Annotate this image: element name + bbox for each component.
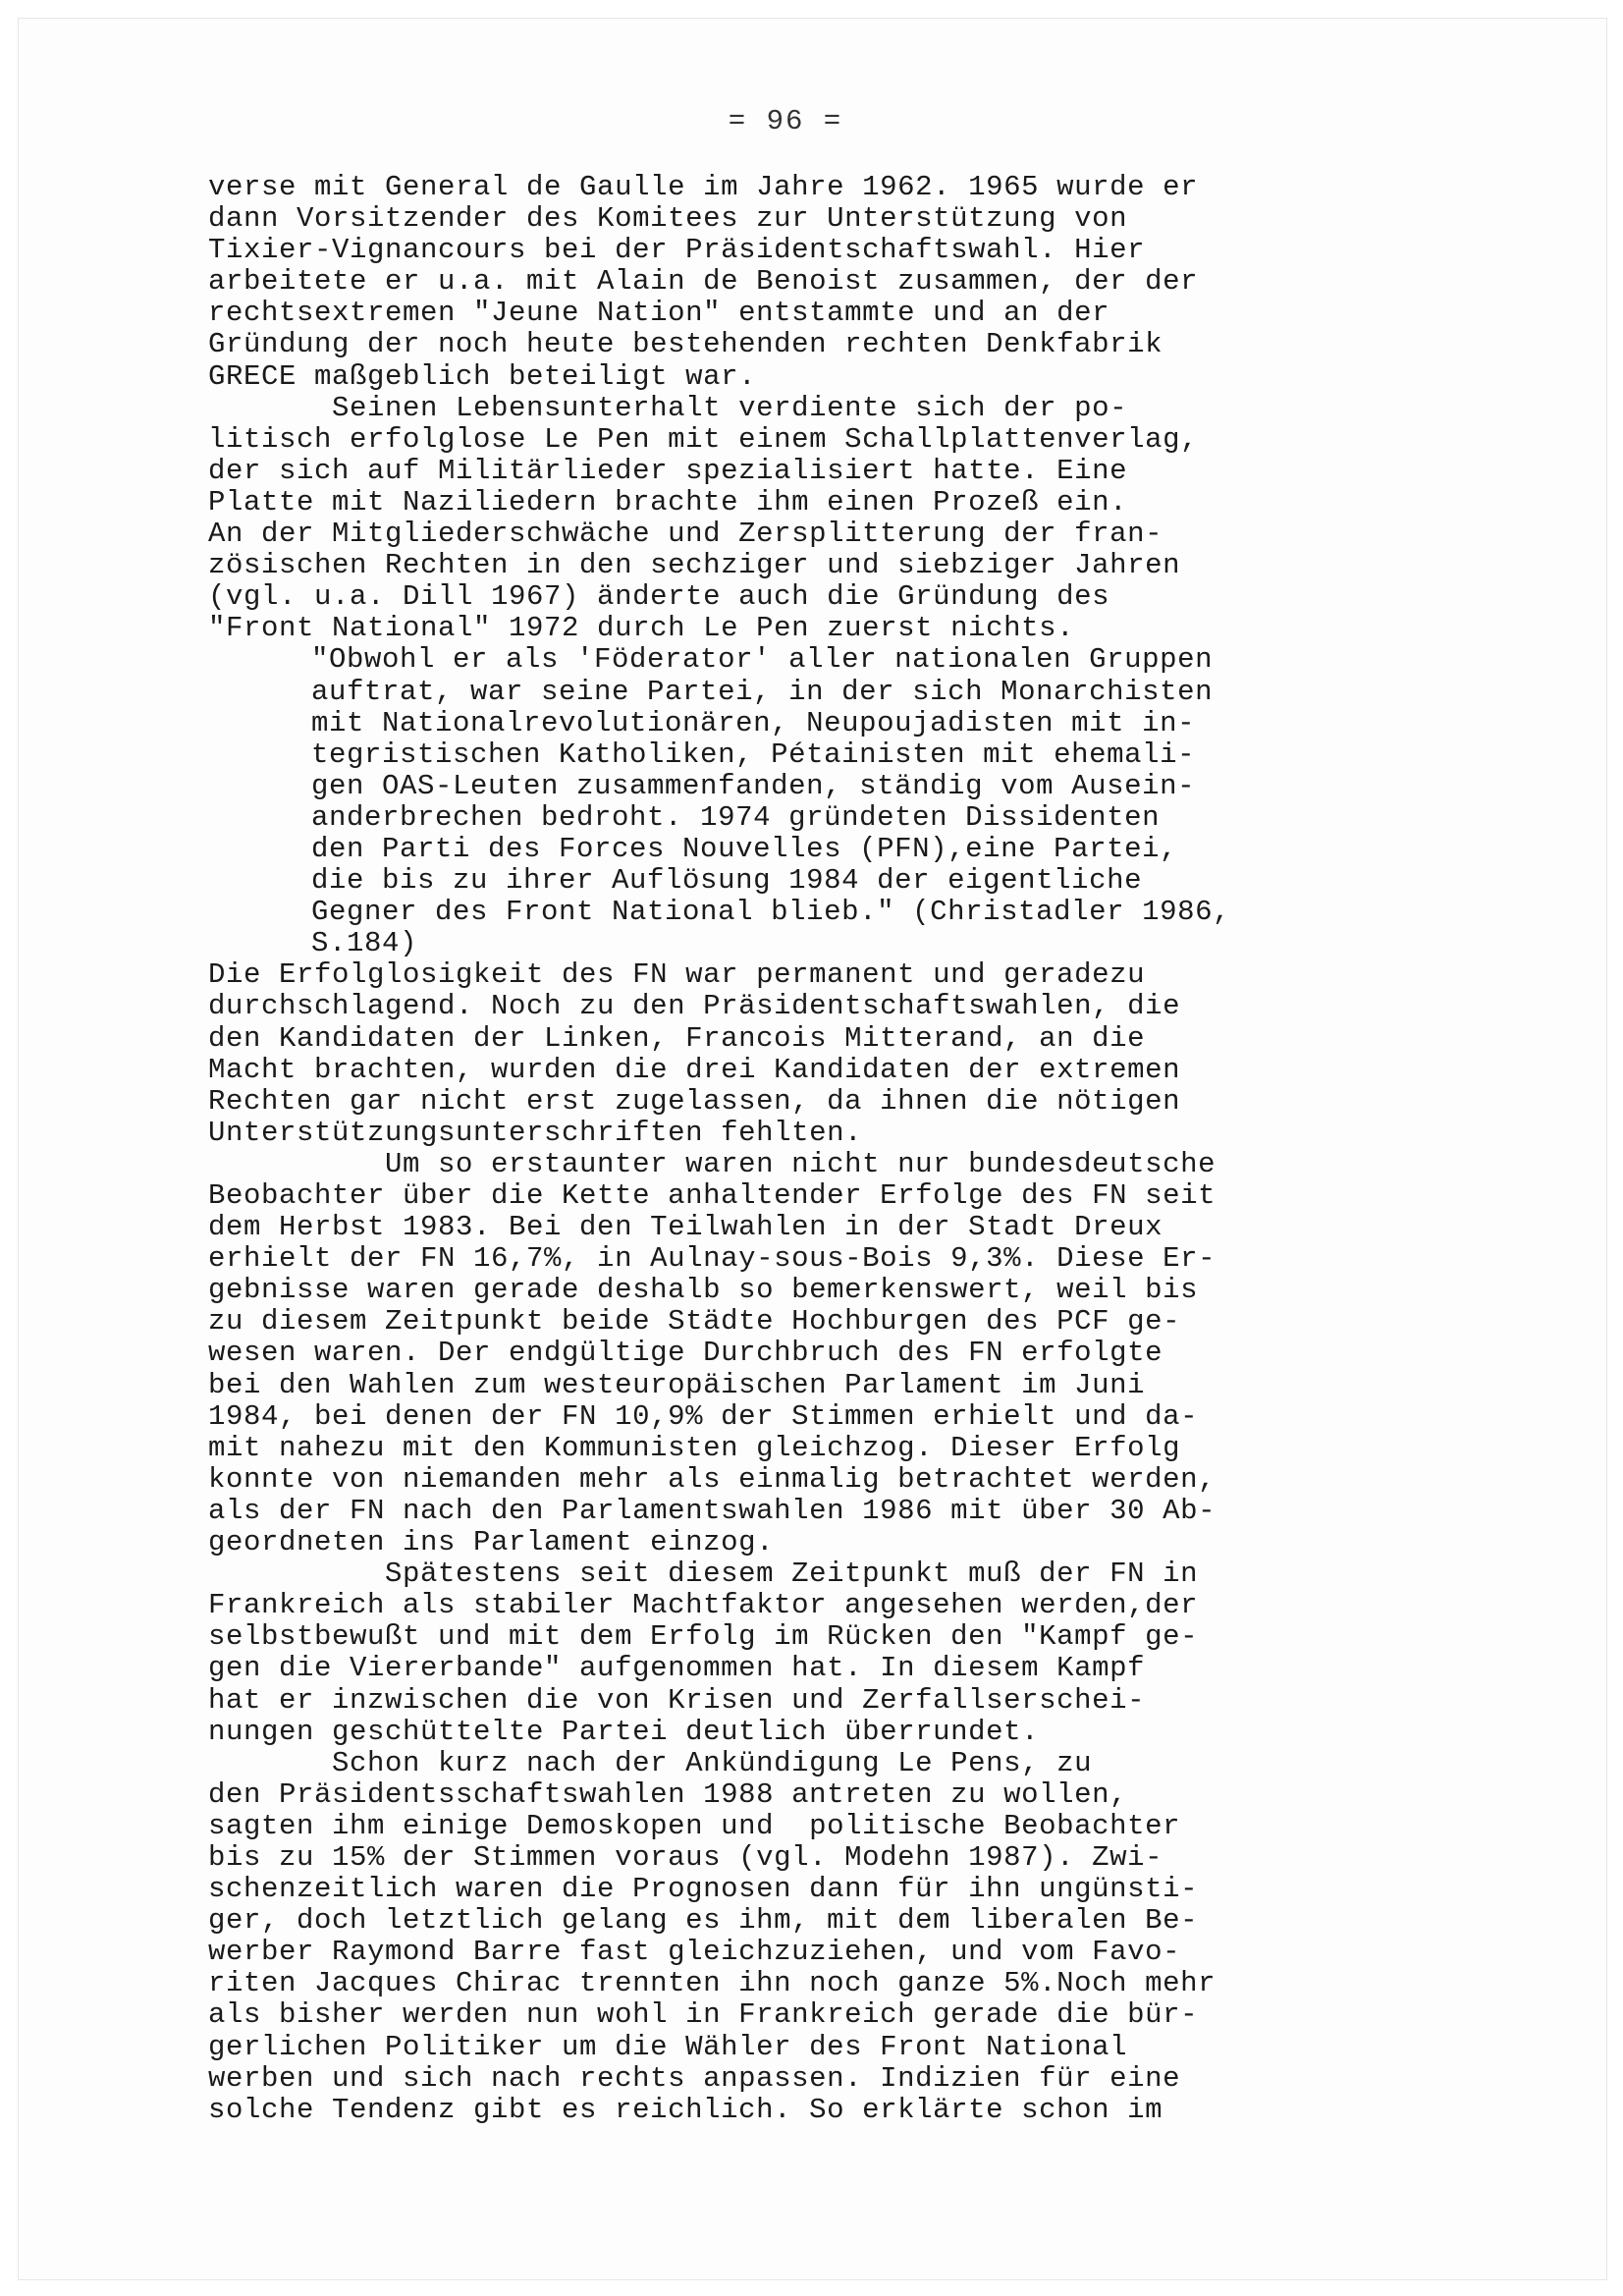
text-line: Frankreich als stabiler Machtfaktor angesehen werden,der xyxy=(208,1589,1199,1622)
text-line: Die Erfolglosigkeit des FN war permanent und geradezu xyxy=(208,958,1146,992)
text-line: 1984, bei denen der FN 10,9% der Stimmen erhielt und da- xyxy=(208,1399,1199,1433)
text-line: verse mit General de Gaulle im Jahre 1962. 1965 wurde er xyxy=(208,171,1199,203)
text-line: dann Vorsitzender des Komitees zur Unterstützung von xyxy=(208,202,1128,236)
text-line: rechtsextremen "Jeune Nation" entstammte und an der xyxy=(208,297,1110,330)
quote-line: mit Nationalrevolutionären, Neupoujadisten mit in- xyxy=(311,706,1196,739)
text-line: GRECE maßgeblich beteiligt war. xyxy=(208,359,757,393)
text-line: wesen waren. Der endgültige Durchbruch des FN erfolgte xyxy=(208,1337,1163,1370)
quote-line: den Parti des Forces Nouvelles (PFN),eine Partei, xyxy=(311,832,1178,865)
text-line: Unterstützungsunterschriften fehlten. xyxy=(208,1116,863,1149)
text-line: gen die Viererbande" aufgenommen hat. In diesem Kampf xyxy=(208,1652,1146,1685)
text-line: Rechten gar nicht erst zugelassen, da ihnen die nötigen xyxy=(208,1084,1181,1118)
text-line: Platte mit Naziliedern brachte ihm einen Prozeß ein. xyxy=(208,485,1128,519)
text-line: solche Tendenz gibt es reichlich. So erklärte schon im xyxy=(208,2093,1163,2126)
text-line: gebnisse waren gerade deshalb so bemerkenswert, weil bis xyxy=(208,1274,1199,1307)
text-line: zösischen Rechten in den sechziger und siebziger Jahren xyxy=(208,549,1181,582)
paragraph-erstaunter xyxy=(208,1149,1386,1558)
text-line: Spätestens seit diesem Zeitpunkt muß der FN in xyxy=(208,1558,1199,1591)
quote-line: anderbrechen bedroht. 1974 gründeten Dissidenten xyxy=(311,800,1161,834)
paragraph-de-gaulle xyxy=(208,172,1386,393)
text-line: geordneten ins Parlament einzog. xyxy=(208,1526,775,1559)
text-line: als bisher werden nun wohl in Frankreich gerade die bür- xyxy=(208,1998,1199,2032)
text-line: mit nahezu mit den Kommunisten gleichzog. Dieser Erfolg xyxy=(208,1431,1181,1464)
text-line: Beobachter über die Kette anhaltender Erfolge des FN seit xyxy=(208,1179,1217,1212)
text-line: dem Herbst 1983. Bei den Teilwahlen in der Stadt Dreux xyxy=(208,1211,1163,1244)
text-line: sagten ihm einige Demoskopen und politische Beobachter xyxy=(208,1809,1181,1842)
quote-line: S.184) xyxy=(311,927,418,960)
text-line: ger, doch letztlich gelang es ihm, mit dem liberalen Be- xyxy=(208,1904,1199,1938)
text-line: gerlichen Politiker um die Wähler des Front National xyxy=(208,2030,1128,2063)
paragraph-spaetestens xyxy=(208,1558,1386,1748)
text-line: litisch erfolglose Le Pen mit einem Schallplattenverlag, xyxy=(208,422,1199,456)
paragraph-erfolglosigkeit xyxy=(208,959,1386,1149)
quote-line: gen OAS-Leuten zusammenfanden, ständig vom Ausein- xyxy=(311,769,1196,802)
text-line: werber Raymond Barre fast gleichzuziehen, und vom Favo- xyxy=(208,1936,1181,1969)
text-line: schenzeitlich waren die Prognosen dann für ihn ungünsti- xyxy=(208,1873,1199,1906)
text-line: An der Mitgliederschwäche und Zersplitterung der fran- xyxy=(208,518,1163,551)
text-line: bis zu 15% der Stimmen voraus (vgl. Modehn 1987). Zwi- xyxy=(208,1840,1163,1874)
text-line: hat er inzwischen die von Krisen und Zerfallserschei- xyxy=(208,1683,1146,1717)
paragraph-ankuendigung xyxy=(208,1748,1386,2126)
text-line: Gründung der noch heute bestehenden rechten Denkfabrik xyxy=(208,328,1163,361)
text-line: riten Jacques Chirac trennten ihn noch ganze 5%.Noch mehr xyxy=(208,1967,1217,2000)
text-line: selbstbewußt und mit dem Erfolg im Rücken den "Kampf ge- xyxy=(208,1620,1199,1654)
text-line: als der FN nach den Parlamentswahlen 1986 mit über 30 Ab- xyxy=(208,1494,1217,1527)
text-line: Schon kurz nach der Ankündigung Le Pens, zu xyxy=(208,1746,1093,1779)
text-line: arbeitete er u.a. mit Alain de Benoist zusammen, der der xyxy=(208,265,1199,299)
quote-line: tegristischen Katholiken, Pétainisten mit ehemali- xyxy=(311,738,1196,771)
quote-line: die bis zu ihrer Auflösung 1984 der eigentliche xyxy=(311,864,1143,898)
text-line: Tixier-Vignancours bei der Präsidentschaftswahl. Hier xyxy=(208,234,1146,267)
quote-line: Gegner des Front National blieb." (Christadler 1986, xyxy=(311,896,1231,929)
text-line: werben und sich nach rechts anpassen. Indizien für eine xyxy=(208,2061,1181,2095)
text-line: der sich auf Militärlieder spezialisiert hatte. Eine xyxy=(208,454,1128,487)
text-line: (vgl. u.a. Dill 1967) änderte auch die Gründung des xyxy=(208,580,1110,614)
text-line: nungen geschüttelte Partei deutlich überrundet. xyxy=(208,1715,1040,1748)
text-line: Um so erstaunter waren nicht nur bundesdeutsche xyxy=(208,1147,1217,1180)
text-line: durchschlagend. Noch zu den Präsidentschaftswahlen, die xyxy=(208,990,1181,1023)
text-line: Macht brachten, wurden die drei Kandidaten der extremen xyxy=(208,1053,1181,1086)
quote-line: "Obwohl er als 'Föderator' aller nationalen Gruppen xyxy=(311,643,1214,677)
text-line: bei den Wahlen zum westeuropäischen Parlament im Juni xyxy=(208,1368,1146,1401)
quote-line: auftrat, war seine Partei, in der sich Monarchisten xyxy=(311,675,1214,708)
text-line: erhielt der FN 16,7%, in Aulnay-sous-Bois 9,3%. Diese Er- xyxy=(208,1242,1217,1276)
page-number: = 96 = xyxy=(728,105,843,137)
text-line: zu diesem Zeitpunkt beide Städte Hochburgen des PCF ge- xyxy=(208,1305,1181,1339)
block-quote-christadler xyxy=(208,644,1386,959)
text-line: den Kandidaten der Linken, Francois Mitterand, an die xyxy=(208,1021,1146,1055)
text-line: "Front National" 1972 durch Le Pen zuerst nichts. xyxy=(208,612,1075,645)
text-line: konnte von niemanden mehr als einmalig betrachtet werden, xyxy=(208,1462,1217,1496)
paragraph-lebensunterhalt xyxy=(208,393,1386,645)
text-line: den Präsidentsschaftswahlen 1988 antreten zu wollen, xyxy=(208,1777,1128,1811)
text-line: Seinen Lebensunterhalt verdiente sich der po- xyxy=(208,391,1128,424)
body-text xyxy=(208,172,1386,2126)
